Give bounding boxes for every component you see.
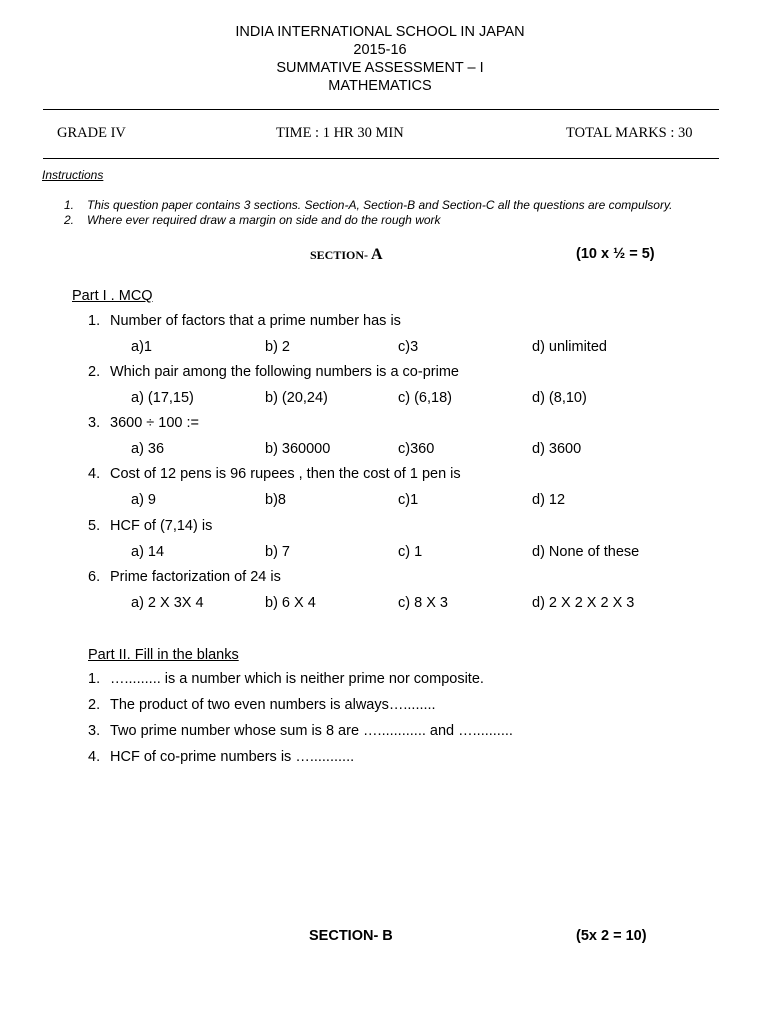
- option-d: d) None of these: [532, 544, 640, 560]
- mcq-question: [88, 518, 212, 534]
- item-number: 3.: [88, 723, 101, 739]
- option-d: d) (8,10): [532, 390, 587, 406]
- question-text: Which pair among the following numbers is a co-prime: [110, 364, 459, 380]
- question-number: 5.: [88, 518, 101, 534]
- section-a-label: SECTION-: [310, 248, 372, 262]
- part2-title: Part II. Fill in the blanks: [88, 647, 239, 663]
- question-text: Number of factors that a prime number has is: [110, 313, 401, 329]
- instruction-text: Where ever required draw a margin on side and do the rough work: [87, 213, 441, 227]
- option-a: a)1: [131, 339, 152, 355]
- option-b: b) (20,24): [265, 390, 328, 406]
- section-a-marks: (10 x ½ = 5): [576, 246, 655, 262]
- option-b: b) 2: [265, 339, 290, 355]
- question-number: 6.: [88, 569, 101, 585]
- question-text: 3600 ÷ 100 :=: [110, 415, 199, 431]
- option-a: a) 2 X 3X 4: [131, 595, 204, 611]
- item-number: 4.: [88, 749, 101, 765]
- top-divider: [43, 109, 719, 110]
- question-number: 4.: [88, 466, 101, 482]
- mcq-question: [88, 466, 461, 482]
- mcq-question: [88, 313, 401, 329]
- option-b: b) 7: [265, 544, 290, 560]
- question-text: HCF of (7,14) is: [110, 518, 213, 534]
- fill-blank-item: [88, 697, 436, 713]
- option-d: d) 3600: [532, 441, 582, 457]
- option-a: a) 14: [131, 544, 165, 560]
- question-text: Prime factorization of 24 is: [110, 569, 281, 585]
- option-a: a) 36: [131, 441, 165, 457]
- fill-blank-item: [88, 671, 484, 687]
- total-marks-label: TOTAL MARKS : 30: [566, 125, 693, 141]
- option-d: d) 12: [532, 492, 566, 508]
- item-number: 1.: [88, 671, 101, 687]
- exam-title: SUMMATIVE ASSESSMENT – I: [276, 60, 484, 76]
- school-name: INDIA INTERNATIONAL SCHOOL IN JAPAN: [235, 24, 525, 40]
- question-number: 2.: [88, 364, 101, 380]
- bottom-divider: [43, 158, 719, 159]
- option-c: c)360: [398, 441, 435, 457]
- option-c: c) 1: [398, 544, 423, 560]
- item-text: Two prime number whose sum is 8 are …............ and …..........: [110, 723, 513, 739]
- subject-title: MATHEMATICS: [328, 78, 432, 94]
- option-c: c)3: [398, 339, 419, 355]
- instruction-number: 1.: [64, 198, 75, 212]
- instruction-number: 2.: [64, 213, 75, 227]
- instructions-heading: Instructions: [42, 168, 104, 182]
- option-a: a) 9: [131, 492, 156, 508]
- item-text: HCF of co-prime numbers is …...........: [110, 749, 355, 765]
- part1-title: Part I . MCQ: [72, 288, 153, 304]
- option-c: c) 8 X 3: [398, 595, 448, 611]
- option-a: a) (17,15): [131, 390, 194, 406]
- section-b-heading: SECTION- B: [309, 928, 393, 944]
- option-c: c)1: [398, 492, 419, 508]
- item-number: 2.: [88, 697, 101, 713]
- mcq-question: [88, 569, 281, 585]
- instruction-item: [64, 198, 672, 213]
- time-label: TIME : 1 HR 30 MIN: [276, 125, 404, 141]
- question-text: Cost of 12 pens is 96 rupees , then the cost of 1 pen is: [110, 466, 461, 482]
- section-b-marks: (5x 2 = 10): [576, 928, 647, 944]
- fill-blank-item: [88, 749, 354, 765]
- option-d: d) 2 X 2 X 2 X 3: [532, 595, 635, 611]
- option-c: c) (6,18): [398, 390, 452, 406]
- grade-label: GRADE IV: [57, 125, 126, 141]
- instruction-text: This question paper contains 3 sections. Section-A, Section-B and Section-C all the questions are compulsory.: [87, 198, 673, 212]
- question-number: 1.: [88, 313, 101, 329]
- option-b: b)8: [265, 492, 286, 508]
- option-b: b) 360000: [265, 441, 331, 457]
- item-text: …......... is a number which is neither prime nor composite.: [110, 671, 484, 687]
- instruction-item: [64, 213, 672, 228]
- section-a-letter: A: [371, 246, 383, 263]
- fill-blank-item: [88, 723, 513, 739]
- document-header: [0, 23, 760, 95]
- section-a-heading: [310, 246, 383, 264]
- mcq-question: [88, 415, 199, 431]
- instructions-list: [64, 198, 672, 228]
- mcq-question: [88, 364, 459, 380]
- item-text: The product of two even numbers is always…........: [110, 697, 436, 713]
- option-b: b) 6 X 4: [265, 595, 316, 611]
- question-number: 3.: [88, 415, 101, 431]
- option-d: d) unlimited: [532, 339, 607, 355]
- academic-year: 2015-16: [353, 42, 407, 58]
